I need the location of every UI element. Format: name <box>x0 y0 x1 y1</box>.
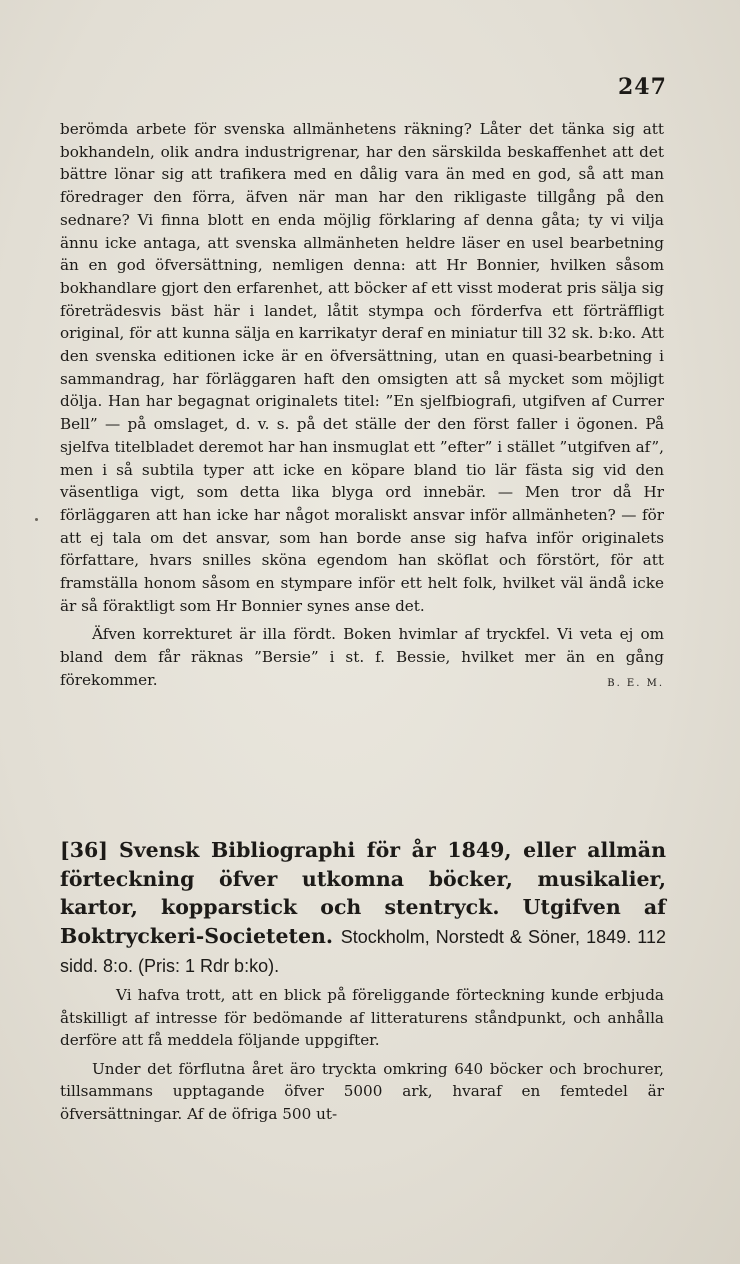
review-paragraph-2 <box>60 623 664 691</box>
entry-imprint: Stockholm, Norstedt & Söner, 1849. 112 sidd. 8:o. (Pris: 1 Rdr b:ko). <box>60 926 666 977</box>
entry-number: [36] <box>60 838 108 862</box>
review-paragraph-1: berömda arbete för svenska allmänhetens räkning? Låter det tänka sig att bokhandeln, olik andra industrigrenar, har den särskilda beskaffenhet att det bättre lönar sig att trafikera med en dålig vara än med en god, så att man föredrager den förra, äfven när man har den rikligaste tillgång på den sednare? Vi finna blott en enda möjlig förklaring af denna gåta; ty vi vilja ännu icke antaga, att svenska allmänheten heldre läser en usel bearbetning än en god öfversättning, nemligen denna: att Hr Bonnier, hvilken såsom bokhandlare gjort den erfarenhet, att böcker af ett visst moderat pris sälja sig företrädesvis bäst här i landet, låtit stympa och förderfva ett förträffligt original, för att kunna sälja en karrikatyr deraf en miniatur till 32 sk. b:ko. Att den svenska editionen icke är en öfversättning, utan en quasi-bearbetning i sammandrag, har förläggaren haft den omsigten att så mycket som möjligt dölja. Han har begagnat originalets titel: ”En sjelfbiografi, utgifven af Currer Bell” — på omslaget, d. v. s. på det ställe der den först faller i ögonen. På sjelfva titelbladet deremot har han insmuglat ett ”efter” i stället ”utgifven af”, men i så subtila typer att icke en köpare bland tio lär fästa sig vid den väsentliga vigt, som detta lika blyga ord innebär. — Men tror då Hr förläggaren att han icke har något moraliskt ansvar inför allmänheten? — för att ej tala om det ansvar, som han borde anse sig hafva inför originalets författare, hvars snilles sköna egendom han sköflat och förstört, för att framställa honom såsom en stympare inför ett helt folk, hvilket väl ändå icke är så föraktligt som Hr Bonnier synes anse det. <box>60 120 664 615</box>
notice-paragraph-1: Vi hafva trott, att en blick på föreliggande förteckning kunde erbjuda åtskilligt af intresse för bedömande af litteraturens ståndpunkt, och anhålla derföre att få meddela följande uppgifter. <box>60 986 664 1050</box>
notice-paragraph-2: Under det förflutna året äro tryckta omkring 640 böcker och brochurer, tillsammans upptagande öfver 5000 ark, hvaraf en femtedel är öfversättningar. Af de öfriga 500 ut- <box>60 1059 664 1123</box>
bibliography-entry-heading <box>60 836 666 981</box>
review-signature: B. E. M. <box>607 677 664 689</box>
entry-title: Svensk Bibliographi för år 1849, eller allmän förteckning öfver utkomna böcker, musikalier, kartor, kopparstick och stentryck. Utgifven af Boktryckeri-Societeten. <box>60 838 666 948</box>
page-number: 247 <box>618 74 667 100</box>
review-continuation <box>60 118 664 696</box>
ink-speck <box>35 518 38 521</box>
review-paragraph-2-text: Äfven korrekturet är illa fördt. Boken hvimlar af tryckfel. Vi veta ej om bland dem får räknas ”Bersie” i st. f. Bessie, hvilket mer än en gång förekommer. <box>60 625 664 689</box>
bibliography-notice <box>60 984 664 1126</box>
